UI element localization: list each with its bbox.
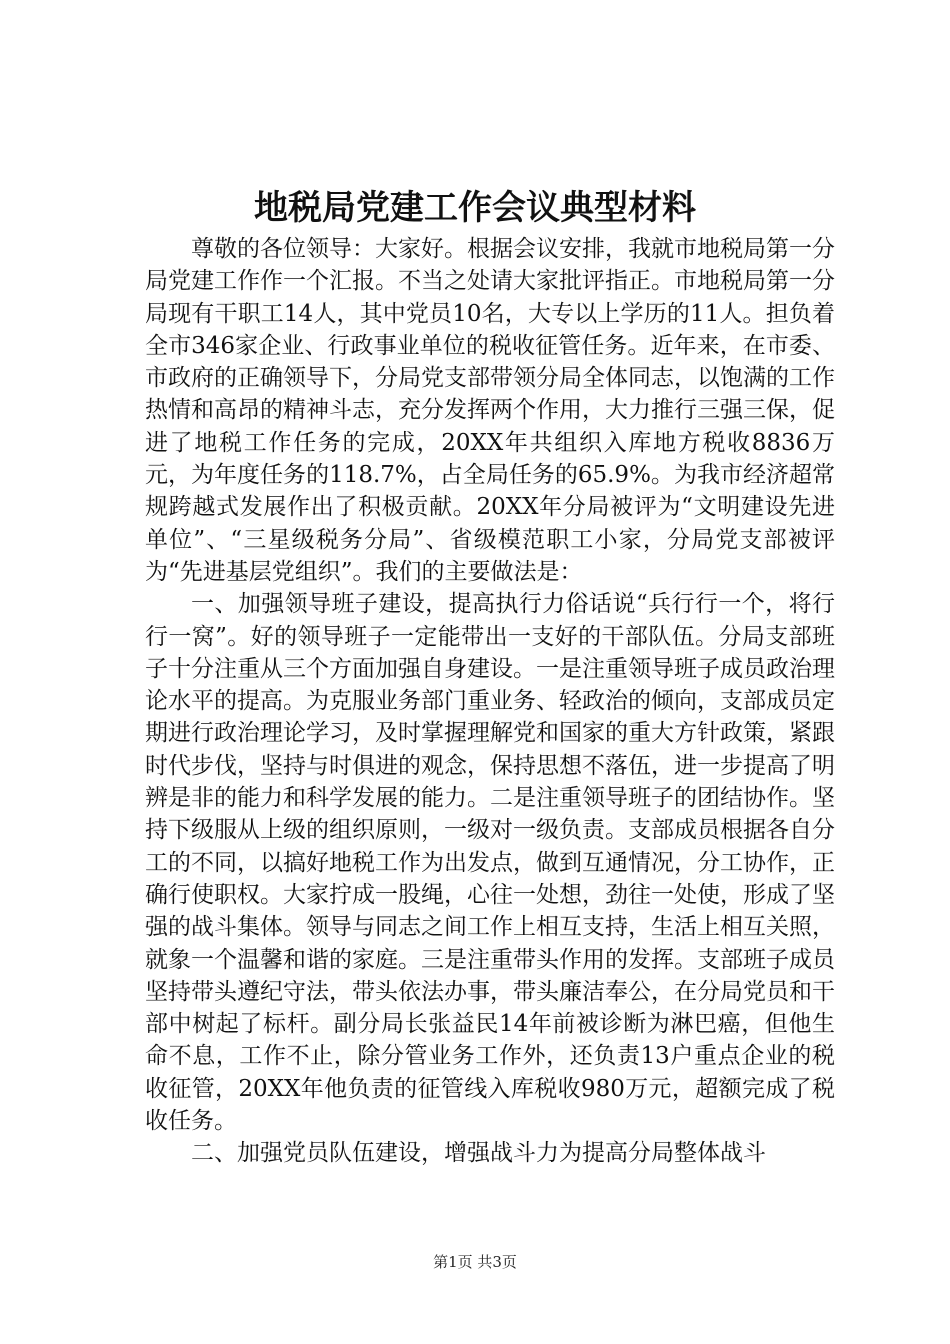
paragraph-section-one: 一、加强领导班子建设，提高执行力俗话说“兵行行一个，将行行一窝”。好的领导班子一定能带出一支好的干部队伍。分局支部班子十分注重从三个方面加强自身建设。一是注重领导班子成员政治理论水平的提高。为克服业务部门重业务、轻政治的倾向，支部成员定期进行政治理论学习，及时掌握理解党和国家的重大方针政策，紧跟时代步伐，坚持与时俱进的观念，保持思想不落伍，进一步提高了明辨是非的能力和科学发展的能力。二是注重领导班子的团结协作。坚持下级服从上级的组织原则，一级对一级负责。支部成员根据各自分工的不同，以搞好地税工作为出发点，做到互通情况，分工协作，正确行使职权。大家拧成一股绳，心往一处想，劲往一处使，形成了坚强的战斗集体。领导与同志之间工作上相互支持，生活上相互关照，就象一个温馨和谐的家庭。三是注重带头作用的发挥。支部班子成员坚持带头遵纪守法，带头依法办事，带头廉洁奉公，在分局党员和干部中树起了标杆。副分局长张益民14年前被诊断为淋巴癌，但他生命不息，工作不止，除分管业务工作外，还负责13户重点企业的税收征管，20XX年他负责的征管线入库税收980万元，超额完成了税收任务。 [145, 591, 835, 1135]
document-body [145, 233, 835, 1170]
document-title: 地税局党建工作会议典型材料 [254, 188, 696, 228]
page-number-footer: 第1页 共3页 [433, 1253, 517, 1271]
paragraph-section-two: 二、加强党员队伍建设，增强战斗力为提高分局整体战斗 [191, 1140, 766, 1167]
paragraph-intro: 尊敬的各位领导：大家好。根据会议安排，我就市地税局第一分局党建工作作一个汇报。不当之处请大家批评指正。市地税局第一分局现有干职工14人，其中党员10名，大专以上学历的11人。担负着全市346家企业、行政事业单位的税收征管任务。近年来，在市委、市政府的正确领导下，分局党支部带领分局全体同志，以饱满的工作热情和高昂的精神斗志，充分发挥两个作用，大力推行三强三保，促进了地税工作任务的完成，20XX年共组织入库地方税收8836万元，为年度任务的118.7%，占全局任务的65.9%。为我市经济超常规跨越式发展作出了积极贡献。20XX年分局被评为“文明建设先进单位”、“三星级税务分局”、省级模范职工小家，分局党支部被评为“先进基层党组织”。我们的主要做法是： [145, 236, 835, 585]
